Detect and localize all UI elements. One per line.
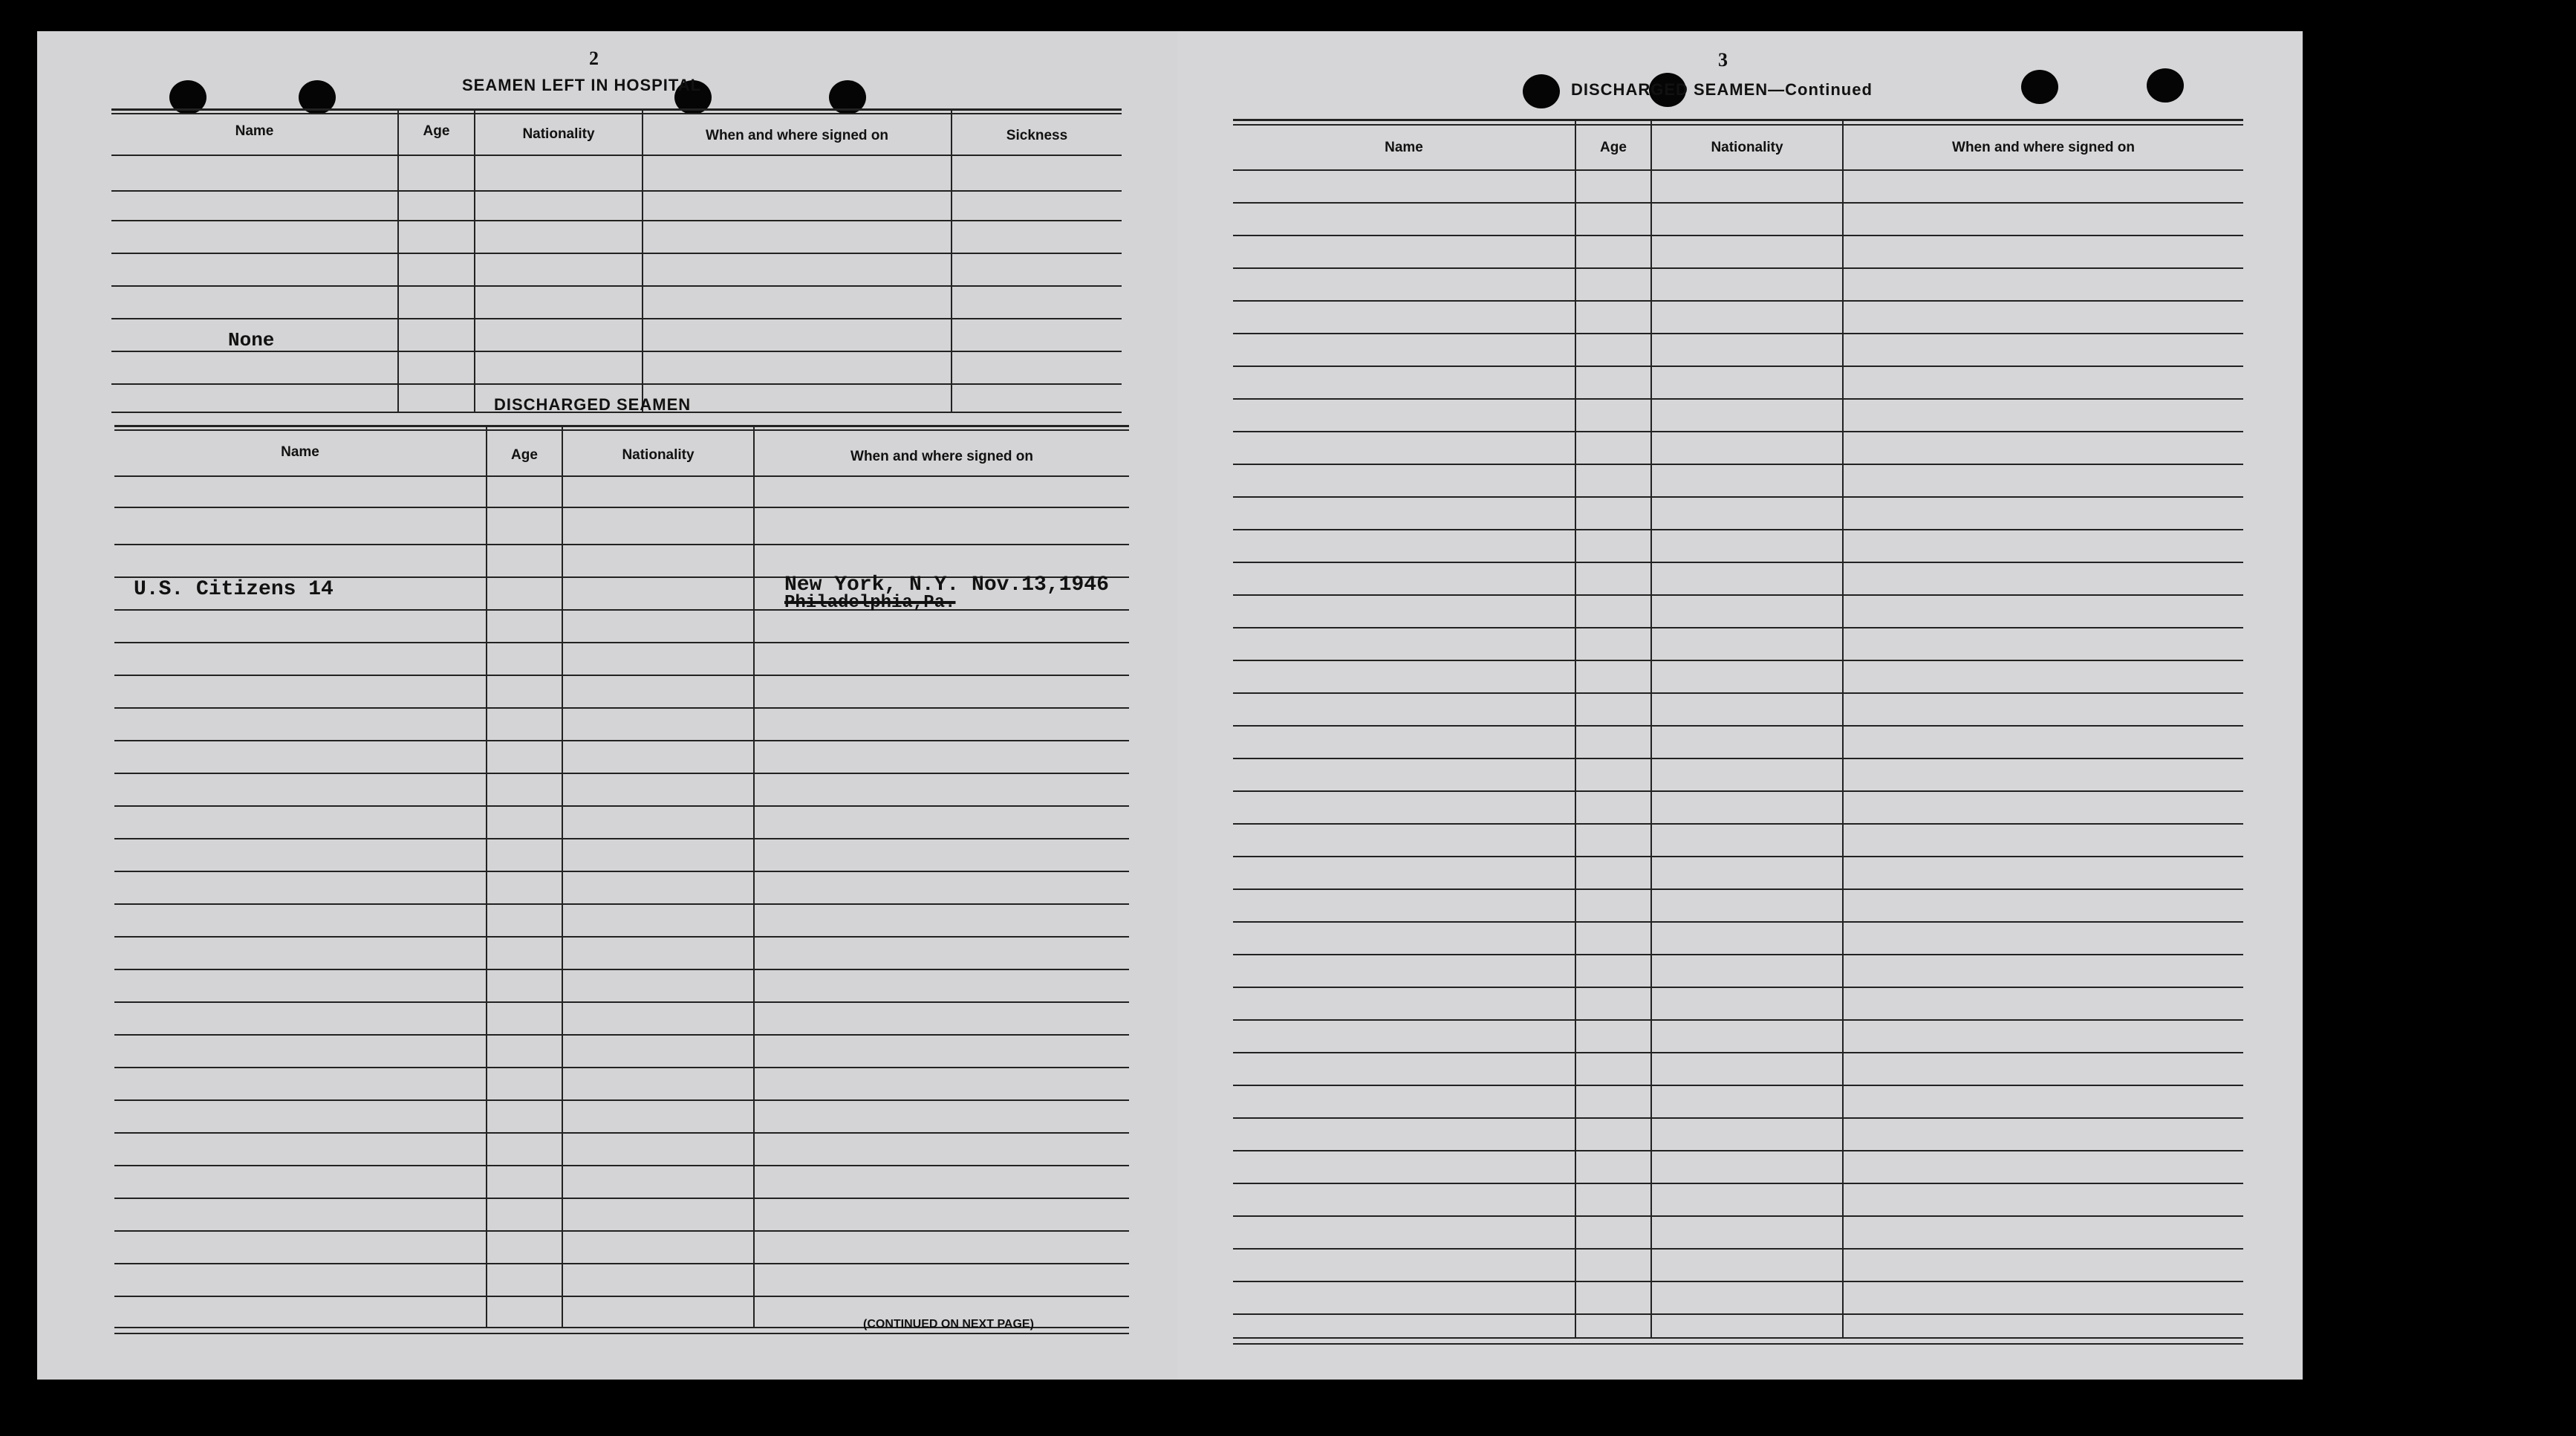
discharged-table xyxy=(114,425,1129,1337)
col-header-sickness: Sickness xyxy=(1006,128,1068,143)
col-header-age: Age xyxy=(511,447,538,463)
col-header-name: Name xyxy=(281,444,319,460)
hospital-table xyxy=(111,108,1122,415)
col-header-signed-on: When and where signed on xyxy=(850,449,1033,464)
col-header-signed-on: When and where signed on xyxy=(706,128,888,143)
discharged-entry-signed-on: New York, N.Y. Nov.13,1946 xyxy=(784,574,1109,597)
col-header-age: Age xyxy=(423,123,450,139)
col-header-name: Name xyxy=(1385,140,1423,155)
discharged-section-title: DISCHARGED SEAMEN xyxy=(494,395,692,414)
hospital-entry-none: None xyxy=(228,329,275,351)
page-number: 3 xyxy=(1718,49,1728,71)
col-header-nationality: Nationality xyxy=(522,126,595,142)
discharged-entry-name: U.S. Citizens 14 xyxy=(134,578,334,601)
punch-hole xyxy=(2147,68,2184,103)
punch-hole xyxy=(1523,74,1560,108)
col-header-name: Name xyxy=(235,123,274,139)
discharged-entry-struck-port: Philadelphia,Pa. xyxy=(784,593,956,613)
col-header-age: Age xyxy=(1600,140,1627,155)
right-page xyxy=(1177,31,2303,1380)
discharged-continued-table xyxy=(1233,119,2243,1346)
continued-note: (CONTINUED ON NEXT PAGE) xyxy=(863,1318,1034,1331)
col-header-signed-on: When and where signed on xyxy=(1952,140,2135,155)
col-header-nationality: Nationality xyxy=(1711,140,1783,155)
page-number: 2 xyxy=(589,48,599,69)
col-header-nationality: Nationality xyxy=(622,447,695,463)
discharged-continued-title: DISCHARGED SEAMEN—Continued xyxy=(1571,80,1873,99)
hospital-section-title: SEAMEN LEFT IN HOSPITAL xyxy=(462,76,702,94)
left-page xyxy=(37,31,1185,1380)
punch-hole xyxy=(2021,70,2058,104)
